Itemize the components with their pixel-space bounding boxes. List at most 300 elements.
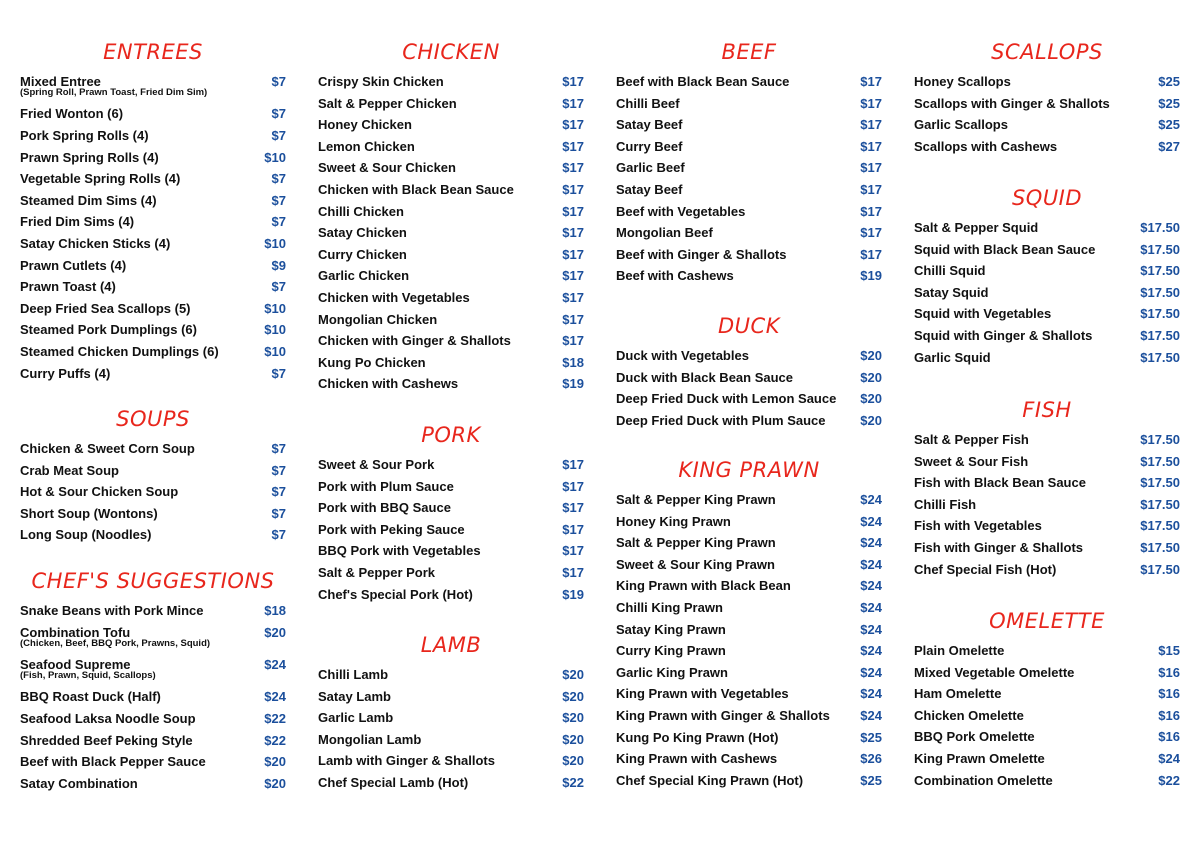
menu-item-name: Chef Special King Prawn (Hot) — [616, 772, 804, 788]
menu-item-name: BBQ Pork with Vegetables — [318, 543, 481, 559]
menu-item — [616, 269, 882, 284]
menu-item-name: Mongolian Lamb — [318, 731, 422, 747]
menu-item — [20, 345, 286, 360]
menu-item-name: Seafood Laksa Noodle Soup — [20, 711, 196, 726]
menu-item-price: $18 — [264, 603, 286, 618]
menu-item — [318, 313, 584, 328]
section-heading-chicken: CHICKEN — [402, 40, 500, 64]
menu-item-name: BBQ Roast Duck (Half) — [20, 689, 161, 705]
menu-item — [318, 544, 584, 559]
menu-item-name: Squid with Black Bean Sauce — [914, 241, 1096, 257]
menu-item-name: Satay Chicken Sticks (4) — [20, 236, 171, 251]
menu-item-name: Satay Beef — [616, 182, 683, 197]
section-heading-king-prawn: KING PRAWN — [678, 458, 820, 482]
menu-item-description: (Spring Roll, Prawn Toast, Fried Dim Sim) — [20, 87, 208, 98]
menu-item-name: Hot & Sour Chicken Soup — [20, 484, 179, 500]
menu-item-name: Chicken & Sweet Corn Soup — [20, 441, 195, 456]
menu-item — [20, 604, 286, 619]
menu-item — [318, 118, 584, 133]
menu-item-price: $17 — [860, 225, 882, 241]
menu-item-name: Satay Chicken — [318, 225, 407, 241]
menu-item — [914, 243, 1180, 258]
menu-item — [318, 458, 584, 473]
menu-item — [20, 237, 286, 252]
menu-item-name: Chicken with Ginger & Shallots — [318, 333, 511, 349]
menu-item-price: $7 — [271, 214, 286, 230]
menu-item-name: Sweet & Sour Pork — [318, 457, 435, 472]
menu-item-price: $17 — [562, 225, 584, 241]
menu-item-name: Chef Special Fish (Hot) — [914, 561, 1057, 577]
menu-item — [914, 774, 1180, 789]
menu-item-name: King Prawn with Vegetables — [616, 686, 789, 702]
menu-item — [914, 351, 1180, 366]
menu-item-name: Prawn Toast (4) — [20, 279, 116, 295]
menu-item-name: Mongolian Chicken — [318, 311, 438, 327]
menu-item-name: Chilli King Prawn — [616, 600, 723, 615]
menu-item — [616, 558, 882, 573]
menu-item — [616, 226, 882, 241]
menu-item-price: $17.50 — [1140, 263, 1180, 279]
section-heading-chef-s-suggestions: CHEF'S SUGGESTIONS — [31, 569, 275, 593]
menu-item-price: $24 — [860, 686, 882, 702]
menu-item — [20, 367, 286, 382]
menu-item-price: $17 — [562, 333, 584, 349]
menu-item — [20, 755, 286, 770]
menu-item-price: $24 — [860, 492, 882, 507]
menu-item-name: Kung Po Chicken — [318, 354, 426, 370]
menu-item-name: King Prawn Omelette — [914, 751, 1045, 766]
menu-item-price: $17.50 — [1140, 241, 1180, 257]
menu-item-price: $10 — [264, 300, 286, 316]
menu-item-price: $17 — [562, 521, 584, 537]
menu-item-price: $17 — [562, 543, 584, 559]
menu-item-price: $25 — [1158, 95, 1180, 111]
menu-item-price: $17 — [562, 95, 584, 111]
menu-item — [616, 183, 882, 198]
menu-item-price: $7 — [271, 106, 286, 122]
menu-item — [20, 442, 286, 457]
menu-item — [616, 161, 882, 176]
menu-item-price: $7 — [271, 128, 286, 143]
menu-item — [318, 97, 584, 112]
menu-item — [914, 687, 1180, 702]
menu-item-price: $25 — [860, 772, 882, 788]
menu-item — [20, 129, 286, 144]
menu-item-name: Lamb with Ginger & Shallots — [318, 753, 495, 769]
menu-item-name: Garlic Squid — [914, 349, 991, 365]
menu-item-price: $15 — [1158, 643, 1180, 658]
menu-item-name: Steamed Dim Sims (4) — [20, 192, 157, 208]
menu-item-name: Curry Chicken — [318, 246, 407, 262]
menu-item-name: Sweet & Sour King Prawn — [616, 556, 775, 572]
menu-item — [616, 601, 882, 616]
menu-item-price: $17 — [562, 74, 584, 89]
menu-item-price: $18 — [562, 354, 584, 370]
menu-item — [616, 731, 882, 746]
menu-item — [318, 733, 584, 748]
menu-item — [616, 97, 882, 112]
menu-item-name: Beef with Cashews — [616, 268, 734, 284]
menu-item — [318, 291, 584, 306]
menu-item — [616, 414, 882, 429]
menu-item-price: $17.50 — [1140, 496, 1180, 512]
menu-item-price: $17 — [562, 117, 584, 133]
menu-item — [318, 501, 584, 516]
menu-item-price: $17.50 — [1140, 561, 1180, 577]
menu-item-name: Garlic King Prawn — [616, 664, 728, 680]
menu-item-name: Mongolian Beef — [616, 225, 713, 241]
menu-item — [20, 259, 286, 274]
menu-item — [20, 658, 286, 684]
menu-item — [914, 118, 1180, 133]
menu-item — [914, 307, 1180, 322]
menu-item-name: King Prawn with Black Bean — [616, 578, 791, 594]
menu-item — [914, 264, 1180, 279]
menu-item-price: $22 — [264, 711, 286, 726]
menu-item-price: $17 — [860, 74, 882, 89]
menu-item — [318, 523, 584, 538]
menu-item-name: Beef with Vegetables — [616, 203, 746, 219]
menu-item-price: $24 — [860, 556, 882, 572]
menu-item — [914, 97, 1180, 112]
menu-item — [914, 541, 1180, 556]
menu-item-name: Fried Wonton (6) — [20, 106, 124, 122]
menu-item-price: $25 — [1158, 74, 1180, 89]
menu-item — [616, 205, 882, 220]
menu-item-description: (Fish, Prawn, Squid, Scallops) — [20, 670, 156, 681]
menu-item-name: Salt & Pepper King Prawn — [616, 535, 776, 551]
menu-item — [616, 493, 882, 508]
menu-item — [20, 528, 286, 543]
menu-item-price: $20 — [562, 753, 584, 769]
menu-item-name: Chicken with Cashews — [318, 376, 459, 392]
menu-item-price: $24 — [860, 708, 882, 723]
menu-item-price: $17 — [562, 246, 584, 262]
menu-item-price: $7 — [271, 505, 286, 521]
menu-item — [318, 711, 584, 726]
menu-item — [20, 507, 286, 522]
menu-item — [318, 668, 584, 683]
menu-item-name: Squid with Vegetables — [914, 306, 1052, 322]
menu-item-name: Chef Special Lamb (Hot) — [318, 775, 469, 790]
menu-item-name: Long Soup (Noodles) — [20, 527, 152, 543]
menu-item-name: Garlic Beef — [616, 160, 685, 176]
section-heading-duck: DUCK — [718, 314, 780, 338]
menu-item-name: Lemon Chicken — [318, 138, 415, 154]
menu-item — [20, 151, 286, 166]
menu-item — [318, 75, 584, 90]
menu-item-name: Curry Beef — [616, 138, 683, 154]
menu-item — [914, 221, 1180, 236]
menu-item — [20, 323, 286, 338]
menu-item-price: $17 — [562, 203, 584, 219]
menu-item-price: $20 — [860, 412, 882, 428]
menu-item-name: Fried Dim Sims (4) — [20, 214, 135, 230]
menu-item-price: $24 — [860, 664, 882, 680]
menu-item-price: $26 — [860, 751, 882, 767]
menu-item — [20, 734, 286, 749]
menu-item-price: $17.50 — [1140, 328, 1180, 343]
menu-item-name: Deep Fried Duck with Plum Sauce — [616, 412, 826, 428]
menu-item-price: $17.50 — [1140, 284, 1180, 300]
menu-item — [20, 194, 286, 209]
menu-item-price: $22 — [1158, 772, 1180, 788]
menu-item-name: Fish with Vegetables — [914, 518, 1042, 534]
menu-item-name: Chicken Omelette — [914, 707, 1024, 723]
menu-item-price: $24 — [860, 643, 882, 659]
section-heading-squid: SQUID — [1011, 186, 1083, 210]
menu-item-description: (Chicken, Beef, BBQ Pork, Prawns, Squid) — [20, 637, 211, 649]
menu-item-name: Kung Po King Prawn (Hot) — [616, 729, 779, 745]
menu-item-name: Duck with Vegetables — [616, 348, 749, 363]
menu-item-name: Scallops with Ginger & Shallots — [914, 95, 1110, 111]
menu-item-price: $17.50 — [1140, 475, 1180, 491]
menu-item-name: Satay King Prawn — [616, 621, 726, 637]
menu-item-price: $20 — [860, 348, 882, 363]
menu-item-price: $22 — [264, 732, 286, 748]
menu-item-price: $20 — [562, 667, 584, 682]
menu-item-name: Chilli Beef — [616, 95, 680, 111]
menu-item-name: Salt & Pepper Fish — [914, 432, 1029, 447]
menu-item — [318, 356, 584, 371]
menu-item-price: $17 — [860, 117, 882, 133]
menu-item — [318, 754, 584, 769]
menu-item-price: $17 — [860, 246, 882, 262]
menu-item — [616, 140, 882, 155]
menu-item-price: $20 — [562, 688, 584, 704]
menu-item — [20, 464, 286, 479]
menu-item — [914, 644, 1180, 659]
menu-item-price: $7 — [271, 484, 286, 500]
menu-item-price: $16 — [1158, 729, 1180, 745]
menu-item-name: Satay Combination — [20, 775, 138, 791]
menu-item-price: $10 — [264, 322, 286, 338]
menu-item — [616, 709, 882, 724]
menu-item-name: Pork with BBQ Sauce — [318, 500, 451, 516]
menu-item-name: Salt & Pepper King Prawn — [616, 492, 776, 507]
menu-item-price: $27 — [1158, 138, 1180, 154]
menu-item-name: Snake Beans with Pork Mince — [20, 603, 204, 618]
menu-item — [318, 226, 584, 241]
menu-item-name: Crab Meat Soup — [20, 462, 119, 478]
menu-item-price: $17.50 — [1140, 220, 1180, 235]
menu-item — [318, 205, 584, 220]
menu-item-price: $17.50 — [1140, 432, 1180, 447]
menu-item — [318, 183, 584, 198]
menu-item — [20, 107, 286, 122]
menu-item-price: $24 — [1158, 751, 1180, 766]
menu-item-name: Fish with Black Bean Sauce — [914, 475, 1086, 491]
menu-item-name: Prawn Spring Rolls (4) — [20, 149, 159, 165]
menu-item-price: $24 — [264, 657, 286, 672]
menu-item — [616, 392, 882, 407]
menu-item-name: Chilli Chicken — [318, 203, 404, 219]
menu-item-name: Deep Fried Sea Scallops (5) — [20, 300, 191, 316]
menu-item-price: $7 — [271, 441, 286, 456]
menu-item-name: Garlic Scallops — [914, 117, 1008, 133]
menu-item — [318, 161, 584, 176]
menu-item-price: $20 — [264, 754, 286, 770]
menu-item-price: $24 — [860, 600, 882, 615]
menu-item — [616, 536, 882, 551]
menu-item-price: $17 — [860, 160, 882, 176]
menu-item — [914, 329, 1180, 344]
menu-item — [318, 334, 584, 349]
menu-item-name: Deep Fried Duck with Lemon Sauce — [616, 391, 837, 407]
menu-item-price: $7 — [271, 462, 286, 478]
menu-item — [616, 118, 882, 133]
menu-item-name: Shredded Beef Peking Style — [20, 732, 193, 748]
menu-item-price: $17 — [562, 268, 584, 284]
menu-item-name: Sweet & Sour Chicken — [318, 160, 456, 176]
menu-item-name: Salt & Pepper Pork — [318, 565, 436, 580]
menu-item — [318, 776, 584, 791]
menu-item — [914, 563, 1180, 578]
menu-item-name: Combination Tofu — [20, 624, 131, 640]
menu-item-name: Prawn Cutlets (4) — [20, 257, 127, 273]
menu-item — [914, 709, 1180, 724]
menu-item-price: $16 — [1158, 664, 1180, 680]
menu-item-price: $17 — [562, 500, 584, 516]
menu-item — [20, 777, 286, 792]
section-heading-lamb: LAMB — [420, 633, 482, 657]
menu-item — [914, 752, 1180, 767]
menu-item — [318, 566, 584, 581]
menu-item — [616, 623, 882, 638]
menu-item-price: $17 — [860, 182, 882, 197]
menu-item — [616, 752, 882, 767]
menu-item-price: $17 — [562, 160, 584, 176]
menu-item — [914, 498, 1180, 513]
menu-item-name: Chilli Squid — [914, 263, 986, 279]
menu-item-name: Seafood Supreme — [20, 657, 131, 672]
menu-item — [914, 140, 1180, 155]
menu-item — [318, 690, 584, 705]
section-heading-soups: SOUPS — [116, 407, 190, 431]
menu-item-name: BBQ Pork Omelette — [914, 729, 1035, 745]
menu-item-name: Fish with Ginger & Shallots — [914, 540, 1084, 555]
menu-item-price: $7 — [271, 365, 286, 381]
menu-item — [914, 286, 1180, 301]
menu-item-name: Squid with Ginger & Shallots — [914, 328, 1093, 343]
menu-item-price: $20 — [562, 710, 584, 726]
menu-item-name: Ham Omelette — [914, 686, 1002, 702]
menu-item — [616, 75, 882, 90]
menu-item-name: Curry Puffs (4) — [20, 365, 111, 381]
menu-item-name: Satay Beef — [616, 117, 683, 133]
menu-item — [20, 302, 286, 317]
section-heading-beef: BEEF — [721, 40, 777, 64]
menu-item-price: $25 — [1158, 117, 1180, 133]
menu-item-price: $25 — [860, 729, 882, 745]
menu-item-price: $17 — [562, 457, 584, 472]
menu-item-price: $17 — [860, 95, 882, 111]
menu-item — [20, 485, 286, 500]
menu-item — [20, 215, 286, 230]
menu-item — [616, 687, 882, 702]
menu-item — [616, 515, 882, 530]
menu-item-price: $24 — [860, 535, 882, 551]
menu-item-name: Honey King Prawn — [616, 513, 731, 529]
menu-item-name: Chilli Fish — [914, 496, 977, 512]
menu-item-price: $7 — [271, 192, 286, 208]
menu-item-price: $24 — [860, 513, 882, 529]
menu-item-price: $10 — [264, 236, 286, 251]
menu-item-name: Steamed Pork Dumplings (6) — [20, 322, 197, 338]
menu-item-price: $17.50 — [1140, 349, 1180, 365]
menu-item — [318, 377, 584, 392]
menu-item-name: Honey Chicken — [318, 117, 412, 133]
menu-item-price: $17.50 — [1140, 540, 1180, 555]
menu-item-price: $7 — [271, 171, 286, 187]
menu-item-price: $17 — [562, 290, 584, 305]
menu-item-name: Curry King Prawn — [616, 643, 726, 659]
section-heading-scallops: SCALLOPS — [991, 40, 1103, 64]
menu-item-price: $16 — [1158, 707, 1180, 723]
menu-item-name: Beef with Ginger & Shallots — [616, 246, 787, 262]
menu-item-price: $10 — [264, 149, 286, 165]
section-heading-entrees: ENTREES — [103, 40, 203, 64]
menu-item-price: $7 — [271, 279, 286, 295]
menu-item-name: Plain Omelette — [914, 643, 1005, 658]
menu-item — [914, 730, 1180, 745]
menu-item-price: $17 — [860, 138, 882, 154]
menu-item-name: Pork Spring Rolls (4) — [20, 128, 149, 143]
menu-item-price: $20 — [562, 731, 584, 747]
menu-item-name: Steamed Chicken Dumplings (6) — [20, 344, 219, 359]
menu-item-price: $22 — [562, 775, 584, 790]
menu-item-name: Mixed Vegetable Omelette — [914, 664, 1075, 680]
menu-item-price: $16 — [1158, 686, 1180, 702]
menu-item-price: $20 — [860, 391, 882, 407]
menu-item-name: Sweet & Sour Fish — [914, 453, 1029, 469]
menu-item-price: $24 — [860, 578, 882, 594]
menu-item — [318, 248, 584, 263]
menu-item — [616, 248, 882, 263]
menu-item-name: King Prawn with Cashews — [616, 751, 778, 767]
menu-item — [616, 774, 882, 789]
menu-item-price: $17.50 — [1140, 518, 1180, 534]
section-heading-fish: FISH — [1022, 398, 1072, 422]
menu-item-name: Pork with Plum Sauce — [318, 478, 454, 494]
menu-item-name: Honey Scallops — [914, 74, 1011, 89]
menu-item-name: Beef with Black Pepper Sauce — [20, 754, 206, 770]
menu-item — [616, 644, 882, 659]
menu-item-price: $19 — [860, 268, 882, 284]
menu-item — [616, 349, 882, 364]
menu-item-price: $10 — [264, 344, 286, 359]
menu-item-price: $24 — [264, 689, 286, 705]
menu-item — [20, 280, 286, 295]
menu-item-price: $20 — [264, 775, 286, 791]
menu-item — [914, 519, 1180, 534]
menu-item-name: Mixed Entree — [20, 74, 101, 89]
menu-item-name: Vegetable Spring Rolls (4) — [20, 171, 181, 187]
menu-item — [616, 666, 882, 681]
menu-item-name: Duck with Black Bean Sauce — [616, 369, 794, 385]
menu-item-price: $19 — [562, 586, 584, 602]
menu-item-price: $17 — [562, 311, 584, 327]
menu-item — [616, 371, 882, 386]
menu-item-price: $17.50 — [1140, 306, 1180, 322]
menu-item-name: Chicken with Vegetables — [318, 290, 470, 305]
menu-item-price: $24 — [860, 621, 882, 637]
menu-item-price: $17 — [562, 478, 584, 494]
menu-item-name: Salt & Pepper Chicken — [318, 95, 457, 111]
menu-item-price: $7 — [271, 74, 286, 89]
menu-item — [914, 476, 1180, 491]
menu-item — [318, 480, 584, 495]
